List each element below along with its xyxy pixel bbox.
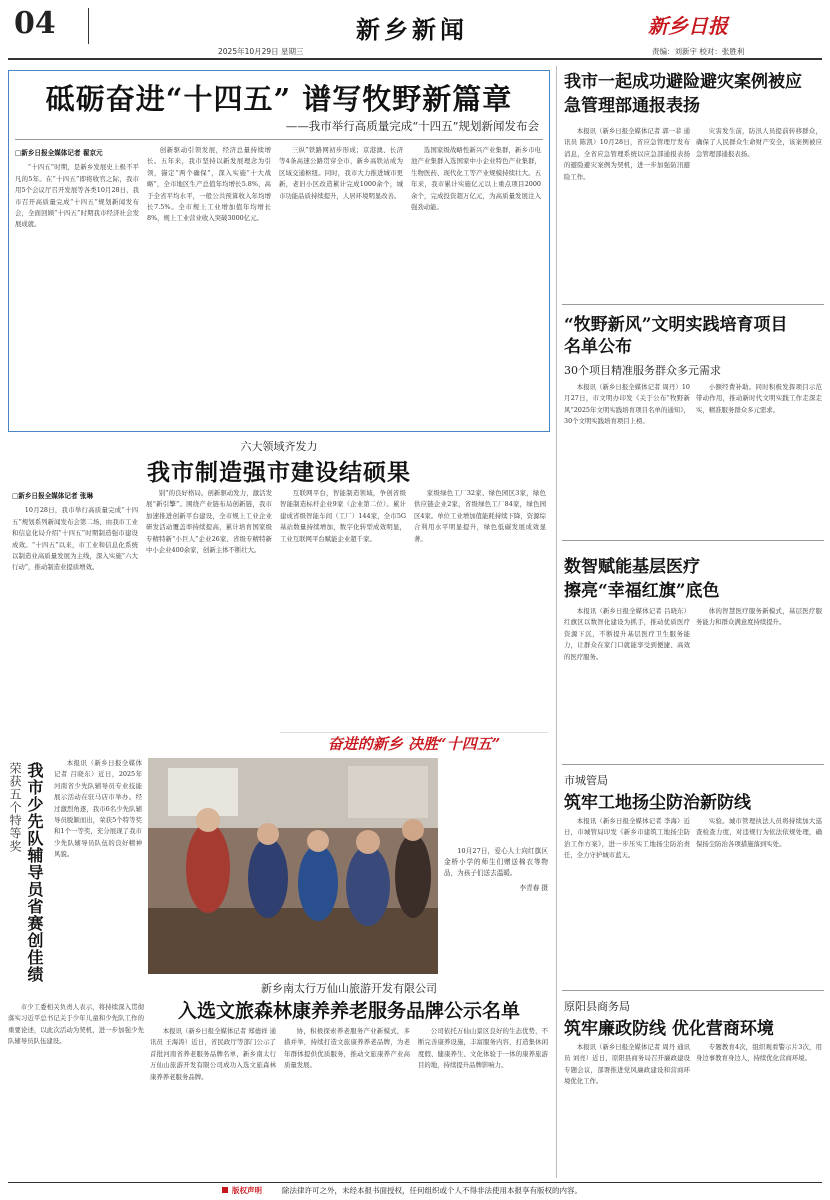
medical-column-2: 体的智慧医疗服务新模式，基层医疗服务能力和群众满意度持续提升。 — [696, 607, 822, 627]
commerce-column-1: 本报讯（新乡日报全媒体记者 周丹 通讯员 刘亮）近日，原阳县商务局召开廉政建设专题会议，部署推进党风廉政建设和营商环境优化工作。 — [564, 1043, 690, 1086]
pioneer-story — [8, 758, 144, 998]
editors-line: 责编：刘新宇 校对：张胜利 — [652, 47, 745, 56]
flood-headline: 我市一起成功避险避灾案例被应急管理部通报表扬 — [564, 72, 802, 116]
commerce-headline: 筑牢廉政防线 优化营商环境 — [564, 1019, 774, 1039]
footer-square-icon — [222, 1187, 228, 1193]
lead-column-2: 创新驱动引领发展，经济总量持续增长。五年来，我市坚持以新发展理念为引领，锚定“两个确保”，深入实施“十大战略”，全市地区生产总值年均增长5.8%，高于全省平均水平，一般公共预算收入年均增长7.5%。全市规上工业增加值年均增长8%，规上工业营业收入突破3000亿元。 — [147, 146, 271, 223]
lead-divider — [15, 139, 543, 140]
city-column-1: 本报讯（新乡日报全媒体记者 李海）近日，市城管局印发《新乡市建筑工地扬尘防治工作方案》，进一步压实工地扬尘防治责任，全力守护城市蓝天。 — [564, 817, 690, 860]
divider-1 — [562, 304, 824, 305]
page-number: 04 — [14, 6, 56, 41]
masthead-divider — [88, 8, 89, 44]
manufacturing-byline: □新乡日报全媒体记者 张琳 — [12, 492, 94, 500]
forest-column-2: 协，积极探索养老服务产业新模式，多措并举，持续打造文旅康养养老品牌，为老年群体提供优质服务，推动文旅康养产业高质量发展。 — [284, 1027, 410, 1070]
right-column-divider — [556, 66, 557, 1178]
masthead — [0, 0, 830, 62]
wind-subhead: 30个项目精准服务群众多元需求 — [564, 364, 721, 377]
masthead-logo: 新乡日报 — [648, 14, 728, 38]
pioneer-column-2: 市少工委相关负责人表示，将持续深入贯彻落实习近平总书记关于少年儿童和少先队工作的重要论述，以此次活动为契机，进一步加强少先队辅导员队伍建设。 — [8, 1003, 144, 1046]
footer — [8, 1182, 822, 1196]
footer-text: 除法律许可之外，未经本报书面授权，任何组织或个人不得非法使用本报享有版权的内容。 — [282, 1186, 582, 1195]
wind-headline: “牧野新风”文明实践培育项目名单公布 — [564, 315, 788, 357]
manufacturing-column-3: 互联网平台，智能制造领域，争创省级智能制造标杆企业9家（企业第二位）。累计建成省级智能车间（工厂）144家，全市5G基站数量持续增加，数字化转型成效明显，工业互联网平台赋能企业超千家。 — [280, 489, 406, 543]
medical-headline-1: 数智赋能基层医疗 — [564, 557, 700, 577]
photo-caption: 10月27日，爱心人士向红旗区金桥小学的师生们赠送棉衣等物品，为孩子们送去温暖。 李青春 摄 — [444, 847, 548, 892]
section-title: 新乡新闻 — [356, 15, 468, 44]
footer-label: 版权声明 — [232, 1186, 262, 1195]
classroom-photo — [148, 758, 438, 974]
commerce-story — [562, 996, 824, 1178]
flood-column-2: 灾害发生前，防汛人员提前转移群众，确保了人民群众生命财产安全，该案例被应急管理部通报表扬。 — [696, 127, 822, 158]
slogan-banner — [280, 732, 548, 754]
wind-story — [562, 310, 824, 532]
city-column-2: 实验。城市管理执法人员将持续加大巡查检查力度，对违规行为依法依规处理，确保扬尘防治各项措施落到实处。 — [696, 817, 822, 848]
manufacturing-column-4: 家级绿色工厂32家、绿色园区3家，绿色供应链企业2家，省级绿色工厂84家，绿色园区4家。单位工业增加值能耗持续下降，资源综合利用水平明显提升，绿色低碳发展成效显著。 — [414, 489, 546, 543]
lead-byline: □新乡日报全媒体记者 翟京元 — [15, 149, 103, 157]
wind-column-2: 小额经费补助。同时积极发挥项目示范带动作用，推动新时代文明实践工作走深走实，精准服务群众多元需求。 — [696, 383, 822, 414]
divider-4 — [562, 990, 824, 991]
pioneer-side-title: 荣获五个特等奖 — [8, 762, 22, 853]
lead-column-3: 三纵”铁路网初步形成；京港澳、长济等4条高速公路贯穿全市，新乡高铁站成为区域交通枢纽。同时，我市大力推进城市更新，老旧小区改造累计完成1000余个，城市功能品质持续提升，人居环境明显改善。 — [279, 146, 403, 200]
manufacturing-headline: 我市制造强市建设结硕果 — [147, 459, 411, 486]
lead-subhead: ——我市举行高质量完成“十四五”规划新闻发布会 — [285, 119, 539, 133]
forest-column-3: 公司依托万仙山景区良好的生态优势，不断完善康养设施，丰富服务内容，打造集休闲度假、健康养生、文化体验于一体的康养旅游目的地，持续提升品牌影响力。 — [418, 1027, 548, 1070]
slogan-text: 奋进的新乡 决胜“十四五” — [327, 735, 501, 753]
forest-kicker: 新乡南太行万仙山旅游开发有限公司 — [261, 982, 437, 995]
forest-story — [148, 980, 550, 1178]
city-story — [562, 770, 824, 986]
pioneer-headline: 我市少先队辅导员省赛创佳绩 — [25, 762, 44, 983]
manufacturing-column-1: □新乡日报全媒体记者 张琳 10月28日，我市举行高质量完成“十四五”规划系列新闻发布会第二场，由我市工业和信息化局介绍“十四五”时期制造强市建设成效。“十四五”以来，市工业和信息化系统以制造业高质量发展为主线，深入实施“六大行动”，推动制造业提质增效。 — [12, 492, 138, 572]
photo-credit: 李青春 摄 — [519, 884, 548, 892]
date-line: 2025年10月29日 星期三 — [218, 47, 304, 56]
lead-headline: 砥砺奋进“十四五” 谱写牧野新篇章 — [45, 82, 513, 116]
lead-story — [8, 70, 550, 432]
manufacturing-story — [8, 436, 550, 754]
lead-column-1: □新乡日报全媒体记者 翟京元 “十四五”时期，是新乡发展史上极不平凡的5年。在“十四五”即将收官之际，我市用5个会议厅召开发展等各类10月28日，我市召开高质量完成“十四五”规划新闻发布会，全面回顾“十四五”时期我市经济社会发展成就。 — [15, 149, 139, 229]
masthead-rule — [8, 58, 822, 60]
commerce-column-2: 专题教育4次，组织观看警示片3次，用身边事教育身边人，持续优化营商环境。 — [696, 1043, 822, 1063]
medical-column-1: 本报讯（新乡日报全媒体记者 吕晓东）红旗区以数智化建设为抓手，推动优质医疗资源下沉，不断提升基层医疗卫生服务能力，让群众在家门口就能享受到便捷、高效的医疗服务。 — [564, 607, 690, 661]
wind-column-1: 本报讯（新乡日报全媒体记者 周丹）10月27日，市文明办印发《关于公布“牧野新风”2025年文明实践培育项目名单的通知》，30个文明实践培育项目上榜。 — [564, 383, 690, 426]
medical-headline-2: 擦亮“幸福红旗”底色 — [564, 581, 720, 601]
commerce-kicker: 原阳县商务局 — [564, 1000, 630, 1013]
flood-story — [562, 68, 824, 300]
city-headline: 筑牢工地扬尘防治新防线 — [564, 793, 751, 813]
manufacturing-column-2: 别”的良好格局。创新驱动发力，激活发展“新引擎”。围绕产业链布局创新链，我市加速推进创新平台建设，全市规上工业企业研发活动覆盖率持续提高，累计培育国家级专精特新“小巨人”企业26家、省级专精特新中小企业400余家，创新主体不断壮大。 — [146, 489, 272, 555]
pioneer-column-1: 本报讯（新乡日报全媒体记者 吕晓东）近日，2025年河南省少先队辅导员专业技能展示活动在驻马店市举办。经过激烈角逐，我市6名少先队辅导员脱颖而出，荣获5个特等奖和1个一等奖，充分展现了我市少先队辅导员队伍的良好精神风貌。 — [54, 759, 142, 859]
divider-2 — [562, 540, 824, 541]
divider-3 — [562, 764, 824, 765]
news-photo — [148, 758, 438, 974]
medical-story — [562, 546, 824, 758]
forest-headline: 入选文旅森林康养养老服务品牌公示名单 — [177, 1000, 520, 1022]
lead-column-4: 选国家级战略性新兴产业集群，新乡市电池产业集群入选国家中小企业特色产业集群，生物医药、现代化工等产业规模持续壮大。五年来，我市累计实施亿元以上重点项目2000余个，完成投资超万亿元，为高质量发展注入强劲动能。 — [411, 146, 541, 212]
manufacturing-kicker: 六大领域齐发力 — [240, 440, 318, 453]
flood-column-1: 本报讯（新乡日报全媒体记者 郭一菲 通讯员 陈凯）10月28日，省应急管理厅发布消息，全省应急管理系统以应急部通报表扬的避险避灾案例为契机，进一步加强防汛避险工作。 — [564, 127, 690, 181]
city-kicker: 市城管局 — [564, 774, 608, 787]
forest-column-1: 本报讯（新乡日报全媒体记者 郑德祥 通讯员 王海涛）近日，省民政厅等部门公示了首批河南省养老服务品牌名单，新乡南太行万仙山旅游开发有限公司成功入选文旅森林康养养老服务品牌。 — [150, 1027, 276, 1081]
